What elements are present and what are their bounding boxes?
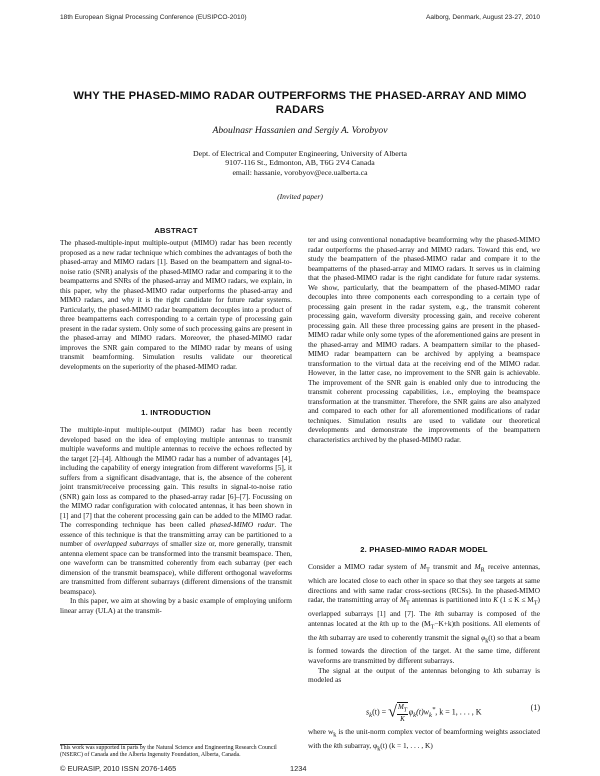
math-var: K — [493, 595, 499, 605]
funding-footnote: This work was supported in parts by the Natural Science and Engineering Research Council (NSERC) of Canada and the Alberta Ingenuity Foundation, Alberta, Canada. — [60, 745, 277, 758]
math-var: M — [420, 562, 427, 571]
eq-symbol: (t)w — [416, 707, 429, 717]
eq-symbol: M — [397, 703, 404, 711]
eq-frac-den: K — [400, 715, 405, 724]
model-text: (1 ≤ K ≤ M — [498, 595, 534, 605]
right-column — [308, 235, 540, 444]
model-heading: 2. PHASED-MIMO RADAR MODEL — [360, 545, 488, 554]
model-text: The signal at the output of the antennas belonging to — [318, 665, 494, 675]
model-text: antennas is partitioned into — [409, 595, 494, 605]
model-text: Consider a MIMO radar system of — [308, 562, 421, 571]
model-text: (t) so that a beam is formed towards the direction of the target. At the same time, different waveforms are transmitted by different subarrays. — [308, 632, 541, 665]
model-text: (t) (k = 1, . . . , K) — [380, 740, 433, 750]
intro-text: . The essence of this technique is that the transmitting array can be partitioned to a number of — [60, 520, 292, 549]
sqrt-icon: √ — [388, 703, 397, 721]
model-text: th subarray is composed of the antennas located at the — [308, 609, 540, 628]
intro-paragraph-2-continued: ter and using conventional nonadaptive beamforming why the phased-MIMO radar outperforms the phased-array and MIMO radars. Toward this end, we study the beampattern of the phased-MIMO radar and compare it to the beampatterns of the phased-array and MIMO radars. It serves us in claiming that the phased-MIMO radar is the right candidate for future radar systems. We show, particularly, that the beampattern of the phased-MIMO radar decouples into three components each corresponding to a certain type of processing gain present in the radar system, e.g., the transmit coherent processing gain, waveform diversity processing gain, and receive coherent processing gain. All these three processing gains are present in the phased-MIMO radar while only some types of the aforementioned gains are present in the phased-array and MIMO radars. A beampattern similar to the phased-MIMO radar beampattern can be archived by applying a beamspace transformation to the virtual data at the receiving end of the MIMO radar. However, in the latter case, no improvement to the SNR gain is achievable. The improvement of the SNR gain is enabled only due to introducing the transmit coherent processing capabilities, i.e., employing the beamspace transformation at the transmitter. Therefore, the SNR gains are also analyzed and compared to each other for all aforementioned modifications of radar techniques. Simulation results are used to validate our theoretical developments and demonstrate the improvements of the beampattern characteristics archived by the phased-MIMO radar. — [308, 235, 540, 444]
model-text: transmit and — [429, 562, 475, 571]
paper-authors: Aboulnasr Hassanien and Sergiy A. Vorobyov — [212, 125, 388, 136]
abstract-heading: ABSTRACT — [154, 226, 198, 235]
affiliation-line: 9107-116 St., Edmonton, AB, T6G 2V4 Canada — [225, 158, 375, 168]
intro-paragraph-2-start: In this paper, we aim at showing by a basic example of employing uniform linear array (ULA) at the transmit- — [60, 596, 292, 615]
math-var: M — [474, 562, 481, 571]
math-sub: T — [430, 623, 435, 630]
conference-header: 18th European Signal Processing Conference (EUSIPCO-2010) — [60, 14, 247, 21]
math-var: k — [319, 632, 323, 642]
location-date-header: Aalborg, Denmark, August 23-27, 2010 — [426, 14, 540, 21]
model-text: th subarray are used to coherently transmit the signal — [322, 632, 482, 642]
page-number: 1234 — [290, 764, 307, 773]
model-body — [308, 562, 540, 685]
affiliation-line: email: hassanie, vorobyov@ece.ualberta.ca — [232, 167, 368, 177]
affiliation-line: Dept. of Electrical and Computer Engineering, University of Alberta — [193, 149, 407, 158]
eq-symbol: (t) = — [372, 707, 389, 717]
math-var: k — [493, 665, 497, 675]
eq-symbol: φ — [408, 707, 414, 717]
eq-sup: * — [431, 705, 436, 713]
equation-1 — [308, 694, 540, 724]
math-var: k — [434, 609, 439, 618]
introduction-body — [60, 425, 292, 615]
equation-number: (1) — [530, 703, 540, 712]
model-paragraph-3 — [308, 727, 540, 755]
eq-sub: T — [403, 707, 408, 714]
math-var: k — [333, 740, 337, 750]
intro-emphasis: phased-MIMO radar — [209, 520, 275, 530]
math-sub: k — [333, 732, 337, 739]
model-paragraph-2 — [308, 666, 540, 685]
affiliation-block — [100, 149, 500, 177]
eq-range: , k = 1, . . . , K — [435, 707, 482, 717]
model-text: th subarray, φ — [336, 740, 378, 750]
invited-note: (Invited paper) — [277, 192, 323, 201]
model-text: is the unit-norm complex vector of beamforming weights associated with the — [308, 727, 540, 750]
math-sub: T — [406, 600, 410, 607]
model-text: th subarray is modeled as — [308, 665, 540, 685]
copyright-footer: © EURASIP, 2010 ISSN 2076-1465 — [60, 764, 177, 773]
math-sub: T — [426, 567, 430, 574]
model-text: receive antennas, which are located close to each other in space so that they see targets at same directions and with same radar cross-sections (RCSs). In the phased-MIMO radar, the transmitting array of — [308, 562, 541, 605]
intro-text: The multiple-input multiple-output (MIMO) radar has been recently developed based on the idea of employing multiple antennas to transmit multiple waveforms and multiple antennas to receive the echoes reflected by the target [2]–[4]. Although the MIMO radar has a number of advantages [4], including the capability of energy integration from different waveforms [5], it suffers from a significant disadvantage, that is, the absence of the coherent joint transmit/receive processing gain. This results in signal-to-noise ratio (SNR) gain loss as compared to the phased-array radar [6]–[7]. Focussing on the MIMO radar configuration with colocated antennas, it has been shown in [1] and [7] that the coherent processing gain can be added to the MIMO radar. The corresponding technique has been called — [60, 425, 292, 530]
eq-sub: k — [369, 712, 373, 720]
math-sub: k — [377, 746, 381, 753]
introduction-heading: 1. INTRODUCTION — [141, 408, 211, 417]
eq-fraction — [397, 702, 408, 723]
model-text: −K+k)th positions. All elements of the — [308, 618, 541, 642]
model-text: where w — [308, 727, 334, 736]
model-text: ) overlapped subarrays [1] and [7]. The — [308, 595, 540, 618]
math-var: k — [379, 618, 384, 628]
model-paragraph-1 — [308, 562, 540, 666]
model-body-end — [308, 727, 540, 755]
math-var: M — [399, 595, 407, 605]
eq-sub: k — [413, 712, 417, 720]
math-var: φ — [481, 632, 486, 642]
math-sub: k — [485, 637, 489, 644]
paper-title: WHY THE PHASED-MIMO RADAR OUTPERFORMS THE PHASED-ARRAY AND MIMO RADARS — [73, 90, 527, 116]
intro-paragraph-1 — [60, 425, 292, 596]
equation-body — [366, 702, 482, 723]
abstract-text: The phased-multiple-input multiple-output (MIMO) radar has been recently proposed as a new radar technique which combines the advantages of both the phased-array and MIMO radars [1]. Based on the beampattern and signal-to-noise ratio (SNR) analysis of the phased-MIMO radar and comparing it to the beampatterns and SNRs of the phased-array and MIMO radars, we explain, in this paper, why the phased-MIMO radar outperforms the phased-array and MIMO radars, and why it is the right candidate for future radar systems. Particularly, the phased-MIMO radar beampattern decouples into a product of three beampatterns each corresponding to a certain type of processing gain present in the radar system. Only some of such processing gains are present in the phased-array and MIMO radars. Moreover, the phased-MIMO radar improves the SNR gain compared to the MIMO radar by means of using transmit beamforming. Simulation results validate our theoretical developments on the superiority of the phased-MIMO radar. — [60, 238, 292, 371]
math-sub: R — [480, 567, 485, 574]
left-column — [60, 238, 292, 371]
eq-symbol: s — [366, 707, 370, 717]
eq-sub: k — [429, 712, 432, 720]
eq-frac-num — [397, 703, 408, 715]
model-text: th up to the (M — [383, 618, 431, 628]
intro-emphasis: overlapped subarrays — [93, 539, 159, 549]
intro-text: of smaller size or, more generally, transmit antenna element space can be transformed into the transmit beamspace. Then, one waveform can be transmitted coherently from each subarray (per each dimension of the transmit beamspace), while different orthogonal waveforms are transmitted from different subarrays (different dimensions of the transmit beamspace). — [60, 539, 292, 596]
math-sub: T — [533, 600, 538, 607]
